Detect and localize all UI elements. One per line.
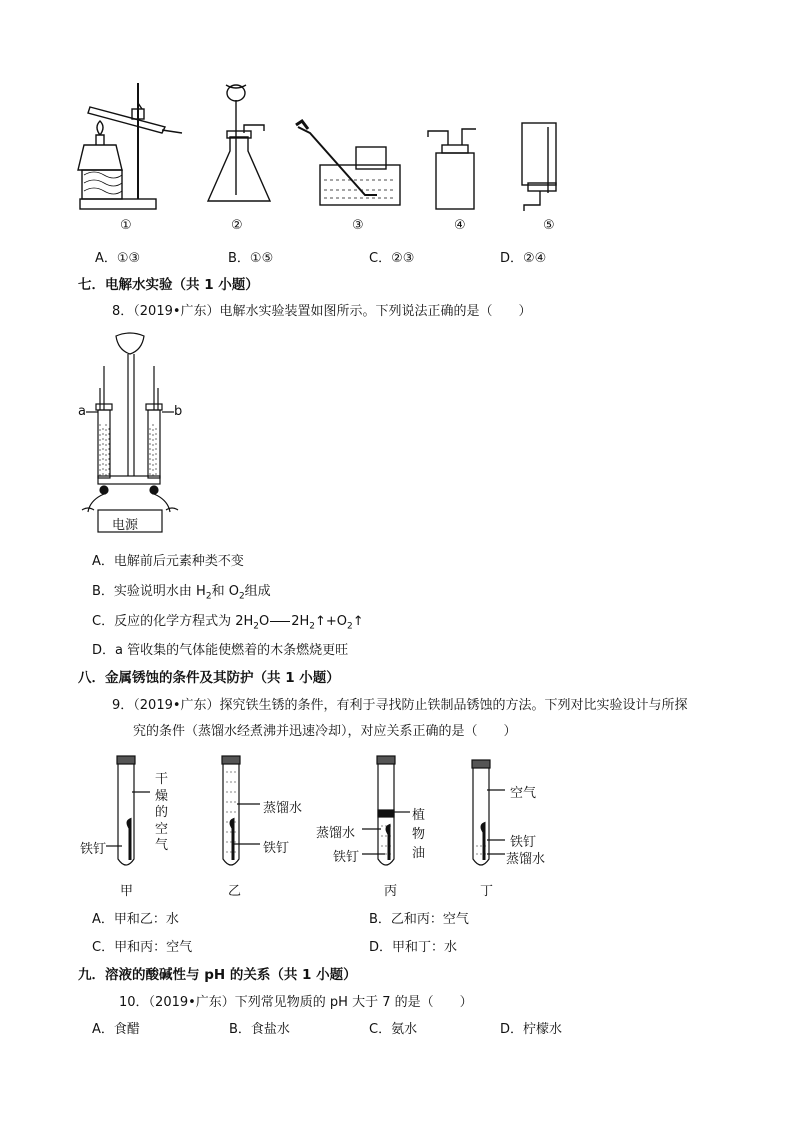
tube1-name: 甲 [120,884,134,899]
char: 物 [412,827,426,842]
subscript: 2 [347,621,353,632]
q8-option-b-mid: 和 O [211,584,239,599]
q8-option-c-pre: C．反应的化学方程式为 2H [92,614,254,629]
char: 干 [155,772,169,787]
char: 植 [412,808,426,823]
tube4-air-label: 空气 [510,786,537,801]
tube1-side-label [155,772,171,855]
q10-option-d[interactable]: D．柠檬水 [500,1022,563,1037]
q8-stem: 8．（2019•广东）电解水实验装置如图所示。下列说法正确的是（ ） [112,304,532,319]
apparatus-label-3: ③ [352,218,364,233]
q8-option-a[interactable]: A．电解前后元素种类不变 [92,554,244,569]
char: 的 [155,805,169,820]
tube3-name: 丙 [384,884,398,899]
q10-stem: 10．（2019•广东）下列常见物质的 pH 大于 7 的是（ ） [119,995,473,1010]
tube4-nail-label: 铁钉 [510,835,537,850]
q7-option-b[interactable]: B．①⑤ [228,251,274,266]
section-heading-8: 八．金属锈蚀的条件及其防护（共 1 小题） [78,670,340,686]
q10-option-b[interactable]: B．食盐水 [229,1022,290,1037]
tube2-water-label: 蒸馏水 [263,801,303,816]
q7-apparatus-figure [70,75,590,220]
q8-option-c-eq: 2H [291,614,310,629]
char: 气 [155,838,169,853]
q8-option-b[interactable] [92,580,271,602]
apparatus-label-5: ⑤ [543,218,555,233]
q9-option-b[interactable]: B．乙和丙：空气 [369,912,469,927]
subscript: 2 [253,621,259,632]
section-heading-9: 九．溶液的酸碱性与 pH 的关系（共 1 小题） [78,967,357,983]
q8-option-d[interactable]: D．a 管收集的气体能使燃着的木条燃烧更旺 [92,643,349,658]
apparatus-label-2: ② [231,218,243,233]
char: 空 [155,821,169,837]
tube4-water-label: 蒸馏水 [506,852,546,867]
q8-option-c-up: ↑+O [315,614,348,629]
tube2-nail-label: 铁钉 [263,841,290,856]
subscript: 2 [205,591,212,602]
q10-option-a[interactable]: A．食醋 [92,1022,140,1037]
q7-option-c[interactable]: C．②③ [369,251,415,266]
q9-stem-line2: 究的条件（蒸馏水经煮沸并迅速冷却），对应关系正确的是（ ） [133,724,517,739]
apparatus-label-4: ④ [454,218,466,233]
tube1-nail-label: 铁钉 [80,842,107,857]
q7-option-d[interactable]: D．②④ [500,251,547,266]
electrolysis-apparatus-figure [78,328,188,538]
q9-option-d[interactable]: D．甲和丁：水 [369,940,458,955]
q9-option-a[interactable]: A．甲和乙：水 [92,912,179,927]
tube4-name: 丁 [480,884,494,899]
char: 油 [412,846,426,861]
subscript: 2 [238,591,245,602]
subscript: 2 [309,621,316,632]
tube-label-b: b [174,404,183,419]
section-heading-7: 七．电解水实验（共 1 小题） [78,277,259,293]
tube2-name: 乙 [228,884,242,899]
q10-option-c[interactable]: C．氨水 [369,1022,418,1037]
q8-option-c-end: ↑ [352,614,364,629]
q8-option-c-o: O [259,614,270,629]
tube3-water-label: 蒸馏水 [316,826,356,841]
tube3-nail-label: 铁钉 [333,850,360,865]
q8-option-b-post: 组成 [244,584,271,599]
q9-stem-line1: 9．（2019•广东）探究铁生锈的条件，有利于寻找防止铁制品锈蚀的方法。下列对比实验设计与所探 [112,698,688,713]
q8-option-b-pre: B．实验说明水由 H [92,584,206,599]
char: 燥 [155,788,169,804]
tube-label-a: a [78,404,86,419]
q8-option-c[interactable] [92,610,364,632]
apparatus-label-1: ① [120,218,132,233]
equation-arrow [270,621,290,622]
power-source-label: 电源 [112,518,139,533]
q7-option-a[interactable]: A．①③ [95,251,141,266]
q9-option-c[interactable]: C．甲和丙：空气 [92,940,193,955]
tube3-oil-label [412,806,428,863]
